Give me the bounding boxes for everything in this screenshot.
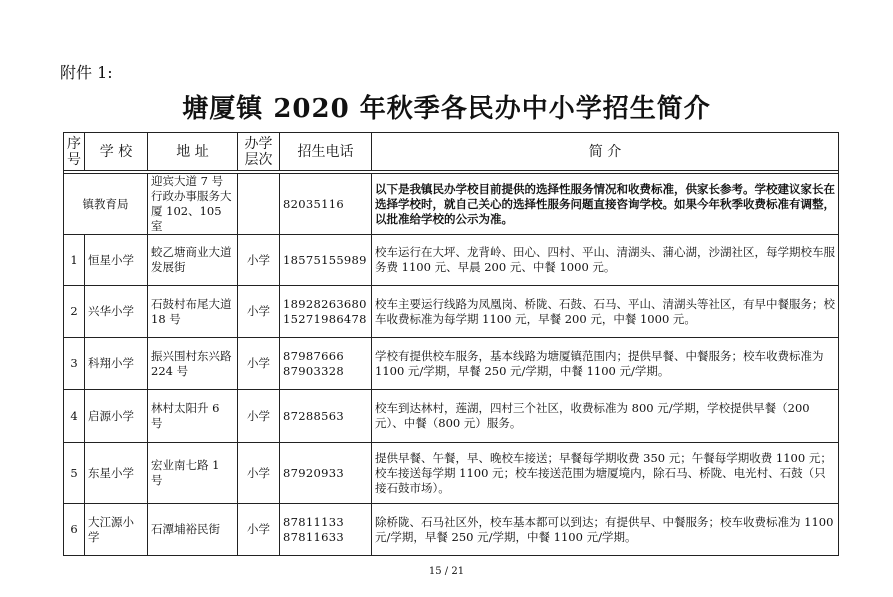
row-no: 4 — [64, 390, 85, 443]
phone-line: 18575155989 — [283, 252, 367, 267]
row-no: 6 — [64, 504, 85, 556]
row-school: 东星小学 — [85, 443, 148, 504]
table-header-row — [64, 133, 839, 171]
header-intro: 简 介 — [372, 133, 839, 171]
row-school: 兴华小学 — [85, 286, 148, 338]
row-school: 科翔小学 — [85, 338, 148, 390]
row-phone — [280, 504, 372, 556]
phone-line: 15271986478 — [283, 311, 367, 326]
phone-line: 18928263680 — [283, 296, 367, 311]
document-title: 塘厦镇 2020 年秋季各民办中小学招生简介 — [182, 94, 711, 124]
row-address: 宏业南七路 1 号 — [148, 443, 238, 504]
phone-line: 87288563 — [283, 408, 344, 423]
row-level: 小学 — [238, 390, 280, 443]
row-no: 5 — [64, 443, 85, 504]
row-level: 小学 — [238, 504, 280, 556]
phone-line: 87903328 — [283, 363, 344, 378]
phone-line: 87920933 — [283, 465, 344, 480]
row-intro: 校车运行在大坪、龙背岭、田心、四村、平山、清湖头、蒲心湖，沙湖社区，每学期校车服务费 1100 元、早晨 200 元、中餐 1000 元。 — [372, 235, 839, 286]
row-phone — [280, 338, 372, 390]
row-address: 林村太阳升 6 号 — [148, 390, 238, 443]
bureau-phone: 82035116 — [280, 174, 372, 235]
row-intro: 学校有提供校车服务，基本线路为塘厦镇范围内；提供早餐、中餐服务；校车收费标准为 1100 元/学期，早餐 250 元/学期，中餐 1100 元/学期。 — [372, 338, 839, 390]
header-address: 地 址 — [148, 133, 238, 171]
bureau-row — [64, 174, 839, 235]
header-school: 学 校 — [85, 133, 148, 171]
row-address: 石潭埔裕民街 — [148, 504, 238, 556]
row-level: 小学 — [238, 286, 280, 338]
table-row — [64, 338, 839, 390]
table-row — [64, 390, 839, 443]
row-school: 恒星小学 — [85, 235, 148, 286]
page-number: 15 / 21 — [428, 566, 465, 577]
header-phone: 招生电话 — [280, 133, 372, 171]
row-address: 蛟乙塘商业大道发展街 — [148, 235, 238, 286]
row-address: 石鼓村布尾大道 18 号 — [148, 286, 238, 338]
bureau-address: 迎宾大道 7 号行政办事服务大厦 102、105 室 — [148, 174, 238, 235]
row-intro: 校车到达林村，莲湖，四村三个社区，收费标准为 800 元/学期，学校提供早餐（200 元）、中餐（800 元）服务。 — [372, 390, 839, 443]
row-phone — [280, 390, 372, 443]
row-intro: 除桥陇、石马社区外，校车基本都可以到达；有提供早、中餐服务；校车收费标准为 1100 元/学期，早餐 250 元/学期，中餐 1100 元/学期。 — [372, 504, 839, 556]
phone-line: 87811633 — [283, 529, 344, 544]
row-phone — [280, 235, 372, 286]
row-level: 小学 — [238, 338, 280, 390]
table-row — [64, 504, 839, 556]
row-school: 启源小学 — [85, 390, 148, 443]
row-school: 大江源小学 — [85, 504, 148, 556]
row-address: 振兴围村东兴路 224 号 — [148, 338, 238, 390]
row-phone — [280, 286, 372, 338]
table-row — [64, 235, 839, 286]
attachment-label: 附件 1: — [60, 63, 113, 82]
phone-line: 87987666 — [283, 348, 344, 363]
bureau-name: 镇教育局 — [64, 174, 148, 235]
row-intro: 校车主要运行线路为凤凰岗、桥陇、石鼓、石马、平山、清湖头等社区，有早中餐服务；校车收费标准为每学期 1100 元，早餐 200 元，中餐 1000 元。 — [372, 286, 839, 338]
row-intro: 提供早餐、午餐，早、晚校车接送；早餐每学期收费 350 元；午餐每学期收费 1100 元；校车接送每学期 1100 元；校车接送范围为塘厦境内，除石马、桥陇、电光村、石鼓（只接石鼓市场）。 — [372, 443, 839, 504]
bureau-intro: 以下是我镇民办学校目前提供的选择性服务情况和收费标准，供家长参考。学校建议家长在选择学校时，就自己关心的选择性服务问题直接咨询学校。如果今年秋季收费标准有调整，以批准给学校的公示为准。 — [372, 174, 839, 235]
row-no: 3 — [64, 338, 85, 390]
phone-line: 87811133 — [283, 514, 344, 529]
row-no: 1 — [64, 235, 85, 286]
row-level: 小学 — [238, 235, 280, 286]
header-no: 序号 — [64, 133, 85, 171]
table-row — [64, 443, 839, 504]
table-row — [64, 286, 839, 338]
row-no: 2 — [64, 286, 85, 338]
row-phone — [280, 443, 372, 504]
header-level: 办学层次 — [238, 133, 280, 171]
row-level: 小学 — [238, 443, 280, 504]
enrollment-table — [63, 132, 839, 556]
